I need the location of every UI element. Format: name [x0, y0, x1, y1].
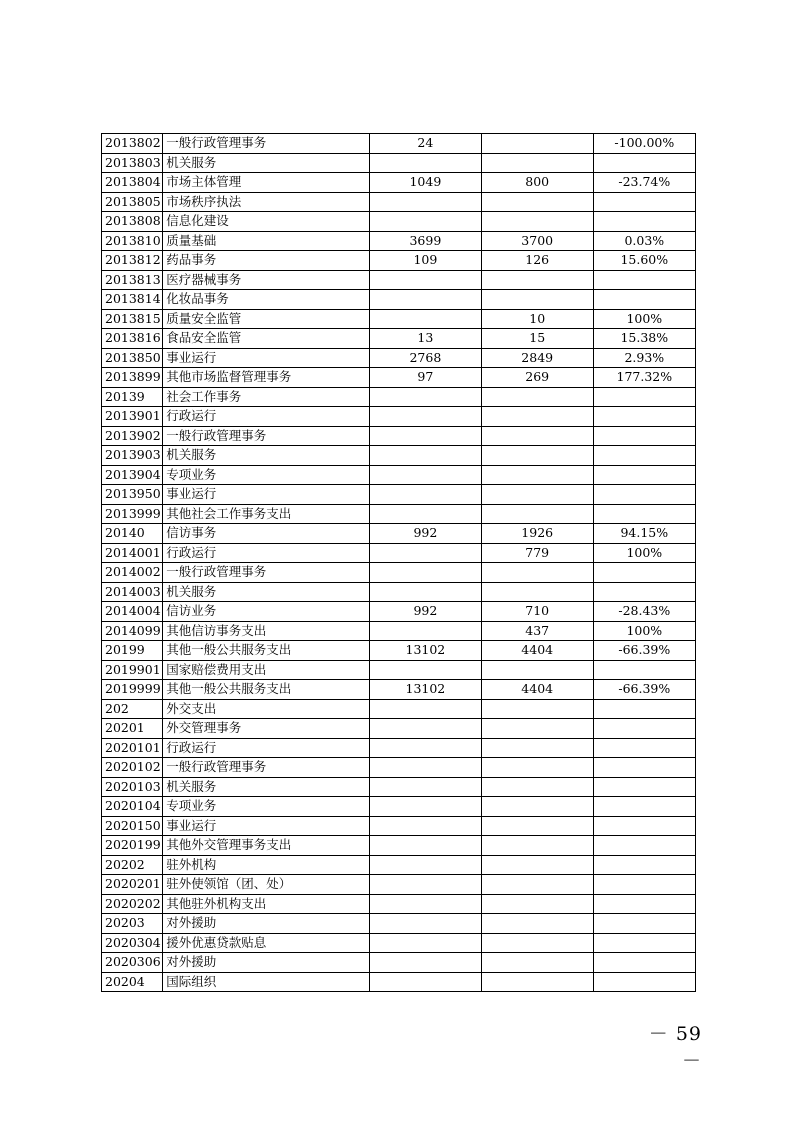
cell-value-1	[369, 270, 481, 290]
cell-change-percent: -66.39%	[593, 641, 695, 661]
cell-name: 对外援助	[163, 953, 370, 973]
cell-code: 2020104	[102, 797, 163, 817]
cell-code: 2013808	[102, 212, 163, 232]
cell-name: 市场秩序执法	[163, 192, 370, 212]
table-row	[102, 251, 696, 271]
cell-value-2	[481, 894, 593, 914]
cell-value-2	[481, 836, 593, 856]
cell-value-2: 437	[481, 621, 593, 641]
cell-change-percent	[593, 192, 695, 212]
table-row	[102, 738, 696, 758]
cell-change-percent	[593, 972, 695, 992]
table-row	[102, 680, 696, 700]
cell-code: 20203	[102, 914, 163, 934]
cell-code: 2013813	[102, 270, 163, 290]
cell-value-2	[481, 212, 593, 232]
cell-value-1	[369, 504, 481, 524]
cell-name: 其他市场监督管理事务	[163, 368, 370, 388]
cell-code: 20139	[102, 387, 163, 407]
cell-code: 2013901	[102, 407, 163, 427]
cell-code: 20201	[102, 719, 163, 739]
cell-name: 行政运行	[163, 543, 370, 563]
cell-name: 社会工作事务	[163, 387, 370, 407]
cell-change-percent	[593, 446, 695, 466]
cell-name: 国家赔偿费用支出	[163, 660, 370, 680]
cell-name: 其他社会工作事务支出	[163, 504, 370, 524]
cell-change-percent	[593, 836, 695, 856]
cell-value-1	[369, 621, 481, 641]
cell-code: 2014099	[102, 621, 163, 641]
cell-value-1	[369, 836, 481, 856]
cell-change-percent	[593, 777, 695, 797]
cell-value-1	[369, 875, 481, 895]
table-row	[102, 797, 696, 817]
cell-name: 外交管理事务	[163, 719, 370, 739]
cell-value-2: 2849	[481, 348, 593, 368]
cell-name: 一般行政管理事务	[163, 563, 370, 583]
cell-change-percent: 100%	[593, 543, 695, 563]
cell-value-1	[369, 192, 481, 212]
table-row	[102, 953, 696, 973]
cell-value-2	[481, 290, 593, 310]
cell-name: 其他一般公共服务支出	[163, 680, 370, 700]
cell-code: 2013802	[102, 134, 163, 154]
cell-value-2: 710	[481, 602, 593, 622]
cell-name: 专项业务	[163, 797, 370, 817]
cell-value-1	[369, 816, 481, 836]
cell-value-1	[369, 894, 481, 914]
cell-change-percent	[593, 738, 695, 758]
cell-change-percent	[593, 953, 695, 973]
cell-change-percent: -66.39%	[593, 680, 695, 700]
cell-code: 20199	[102, 641, 163, 661]
cell-value-1	[369, 914, 481, 934]
cell-code: 2020101	[102, 738, 163, 758]
cell-code: 202	[102, 699, 163, 719]
cell-value-1: 1049	[369, 173, 481, 193]
cell-value-1	[369, 465, 481, 485]
table-row	[102, 543, 696, 563]
cell-code: 2013812	[102, 251, 163, 271]
cell-value-1: 97	[369, 368, 481, 388]
table-row	[102, 329, 696, 349]
cell-value-2	[481, 387, 593, 407]
table-row	[102, 348, 696, 368]
cell-change-percent	[593, 797, 695, 817]
cell-change-percent: -28.43%	[593, 602, 695, 622]
cell-change-percent	[593, 816, 695, 836]
cell-value-2: 269	[481, 368, 593, 388]
cell-change-percent	[593, 875, 695, 895]
table-row	[102, 465, 696, 485]
cell-value-1: 13102	[369, 641, 481, 661]
cell-code: 2013902	[102, 426, 163, 446]
cell-change-percent: 15.60%	[593, 251, 695, 271]
cell-value-1	[369, 719, 481, 739]
cell-change-percent	[593, 504, 695, 524]
cell-name: 一般行政管理事务	[163, 758, 370, 778]
table-row	[102, 134, 696, 154]
cell-change-percent	[593, 582, 695, 602]
cell-value-1: 13102	[369, 680, 481, 700]
budget-table-body	[102, 134, 696, 992]
table-row	[102, 153, 696, 173]
cell-value-1	[369, 777, 481, 797]
cell-name: 外交支出	[163, 699, 370, 719]
cell-change-percent	[593, 465, 695, 485]
table-row	[102, 192, 696, 212]
cell-name: 机关服务	[163, 153, 370, 173]
table-row	[102, 446, 696, 466]
cell-change-percent	[593, 719, 695, 739]
table-row	[102, 875, 696, 895]
budget-table	[101, 133, 696, 992]
cell-code: 2019901	[102, 660, 163, 680]
cell-code: 2013999	[102, 504, 163, 524]
cell-change-percent	[593, 563, 695, 583]
cell-value-1	[369, 153, 481, 173]
cell-change-percent	[593, 855, 695, 875]
cell-value-2	[481, 504, 593, 524]
cell-value-1	[369, 426, 481, 446]
cell-name: 援外优惠贷款贴息	[163, 933, 370, 953]
table-row	[102, 777, 696, 797]
table-row	[102, 231, 696, 251]
cell-change-percent	[593, 660, 695, 680]
cell-value-2	[481, 738, 593, 758]
table-row	[102, 855, 696, 875]
cell-value-2	[481, 485, 593, 505]
cell-code: 2013816	[102, 329, 163, 349]
cell-value-2: 3700	[481, 231, 593, 251]
table-row	[102, 582, 696, 602]
cell-name: 对外援助	[163, 914, 370, 934]
cell-name: 市场主体管理	[163, 173, 370, 193]
cell-name: 食品安全监管	[163, 329, 370, 349]
cell-change-percent: -100.00%	[593, 134, 695, 154]
cell-name: 机关服务	[163, 582, 370, 602]
cell-change-percent	[593, 933, 695, 953]
cell-value-1	[369, 212, 481, 232]
cell-name: 其他驻外机构支出	[163, 894, 370, 914]
table-row	[102, 894, 696, 914]
cell-change-percent	[593, 894, 695, 914]
cell-value-1	[369, 660, 481, 680]
cell-value-2	[481, 465, 593, 485]
table-row	[102, 368, 696, 388]
cell-value-2: 4404	[481, 641, 593, 661]
cell-name: 事业运行	[163, 485, 370, 505]
cell-change-percent: 0.03%	[593, 231, 695, 251]
cell-name: 机关服务	[163, 777, 370, 797]
cell-value-2: 4404	[481, 680, 593, 700]
cell-change-percent: 100%	[593, 309, 695, 329]
cell-value-2	[481, 153, 593, 173]
cell-code: 2014003	[102, 582, 163, 602]
cell-value-2	[481, 875, 593, 895]
cell-name: 专项业务	[163, 465, 370, 485]
cell-change-percent	[593, 212, 695, 232]
cell-code: 2020304	[102, 933, 163, 953]
table-row	[102, 972, 696, 992]
table-row	[102, 699, 696, 719]
cell-name: 一般行政管理事务	[163, 426, 370, 446]
cell-code: 2019999	[102, 680, 163, 700]
table-row	[102, 641, 696, 661]
cell-code: 2020202	[102, 894, 163, 914]
cell-code: 2013899	[102, 368, 163, 388]
cell-value-2	[481, 426, 593, 446]
cell-name: 其他一般公共服务支出	[163, 641, 370, 661]
table-row	[102, 290, 696, 310]
cell-value-1: 992	[369, 602, 481, 622]
cell-change-percent	[593, 758, 695, 778]
cell-value-1	[369, 485, 481, 505]
cell-change-percent	[593, 485, 695, 505]
cell-change-percent	[593, 153, 695, 173]
cell-value-2: 1926	[481, 524, 593, 544]
cell-code: 2013850	[102, 348, 163, 368]
cell-value-2	[481, 270, 593, 290]
cell-name: 驻外使领馆（团、处）	[163, 875, 370, 895]
cell-change-percent	[593, 290, 695, 310]
cell-value-2	[481, 660, 593, 680]
table-row	[102, 933, 696, 953]
cell-code: 2013950	[102, 485, 163, 505]
cell-change-percent	[593, 426, 695, 446]
cell-code: 2013810	[102, 231, 163, 251]
cell-value-1: 992	[369, 524, 481, 544]
cell-value-1: 109	[369, 251, 481, 271]
cell-value-1	[369, 563, 481, 583]
cell-code: 2013803	[102, 153, 163, 173]
table-row	[102, 758, 696, 778]
cell-code: 2014002	[102, 563, 163, 583]
cell-value-2	[481, 953, 593, 973]
cell-code: 2020103	[102, 777, 163, 797]
cell-change-percent: 94.15%	[593, 524, 695, 544]
table-row	[102, 270, 696, 290]
cell-code: 2014001	[102, 543, 163, 563]
cell-value-2: 779	[481, 543, 593, 563]
cell-change-percent	[593, 914, 695, 934]
cell-code: 2020199	[102, 836, 163, 856]
cell-value-1	[369, 446, 481, 466]
cell-name: 国际组织	[163, 972, 370, 992]
table-row	[102, 212, 696, 232]
cell-change-percent	[593, 270, 695, 290]
cell-name: 一般行政管理事务	[163, 134, 370, 154]
cell-code: 2020306	[102, 953, 163, 973]
cell-value-2	[481, 719, 593, 739]
cell-code: 20202	[102, 855, 163, 875]
cell-value-1	[369, 699, 481, 719]
cell-code: 2013904	[102, 465, 163, 485]
cell-value-2	[481, 797, 593, 817]
table-row	[102, 816, 696, 836]
cell-value-1	[369, 933, 481, 953]
cell-value-2	[481, 407, 593, 427]
cell-change-percent: 2.93%	[593, 348, 695, 368]
cell-code: 2013804	[102, 173, 163, 193]
table-row	[102, 504, 696, 524]
cell-value-2	[481, 446, 593, 466]
cell-code: 2020201	[102, 875, 163, 895]
cell-change-percent	[593, 699, 695, 719]
cell-value-2	[481, 855, 593, 875]
cell-value-1	[369, 758, 481, 778]
cell-name: 信访事务	[163, 524, 370, 544]
page-number: － 59 －	[648, 1023, 702, 1072]
cell-value-2	[481, 192, 593, 212]
cell-value-2	[481, 582, 593, 602]
cell-code: 2013805	[102, 192, 163, 212]
cell-value-2	[481, 699, 593, 719]
table-row	[102, 563, 696, 583]
table-row	[102, 485, 696, 505]
cell-code: 2014004	[102, 602, 163, 622]
cell-code: 20140	[102, 524, 163, 544]
cell-value-1	[369, 387, 481, 407]
cell-change-percent	[593, 387, 695, 407]
cell-name: 药品事务	[163, 251, 370, 271]
cell-value-1: 24	[369, 134, 481, 154]
table-row	[102, 524, 696, 544]
table-row	[102, 621, 696, 641]
cell-value-2: 800	[481, 173, 593, 193]
cell-value-2	[481, 134, 593, 154]
cell-value-1	[369, 797, 481, 817]
cell-name: 信息化建设	[163, 212, 370, 232]
cell-name: 机关服务	[163, 446, 370, 466]
cell-name: 行政运行	[163, 738, 370, 758]
cell-value-1: 2768	[369, 348, 481, 368]
table-row	[102, 602, 696, 622]
cell-change-percent: 100%	[593, 621, 695, 641]
cell-value-1	[369, 582, 481, 602]
cell-code: 2013903	[102, 446, 163, 466]
cell-value-1	[369, 309, 481, 329]
cell-value-2	[481, 914, 593, 934]
cell-value-1: 13	[369, 329, 481, 349]
cell-value-1	[369, 953, 481, 973]
cell-value-1: 3699	[369, 231, 481, 251]
cell-code: 20204	[102, 972, 163, 992]
table-row	[102, 173, 696, 193]
cell-value-1	[369, 738, 481, 758]
cell-value-2: 10	[481, 309, 593, 329]
cell-value-1	[369, 855, 481, 875]
cell-value-2	[481, 933, 593, 953]
cell-name: 行政运行	[163, 407, 370, 427]
cell-name: 事业运行	[163, 348, 370, 368]
cell-change-percent: 15.38%	[593, 329, 695, 349]
table-row	[102, 426, 696, 446]
cell-change-percent	[593, 407, 695, 427]
table-row	[102, 387, 696, 407]
cell-value-2	[481, 972, 593, 992]
table-row	[102, 719, 696, 739]
cell-value-2	[481, 758, 593, 778]
cell-value-1	[369, 290, 481, 310]
table-row	[102, 309, 696, 329]
cell-value-1	[369, 543, 481, 563]
cell-value-2: 15	[481, 329, 593, 349]
table-row	[102, 914, 696, 934]
cell-code: 2013815	[102, 309, 163, 329]
cell-name: 事业运行	[163, 816, 370, 836]
cell-name: 信访业务	[163, 602, 370, 622]
cell-value-1	[369, 972, 481, 992]
table-row	[102, 660, 696, 680]
cell-name: 其他外交管理事务支出	[163, 836, 370, 856]
cell-name: 质量安全监管	[163, 309, 370, 329]
cell-value-2	[481, 816, 593, 836]
cell-name: 质量基础	[163, 231, 370, 251]
cell-value-2	[481, 563, 593, 583]
table-row	[102, 407, 696, 427]
cell-code: 2020102	[102, 758, 163, 778]
cell-value-1	[369, 407, 481, 427]
cell-change-percent: -23.74%	[593, 173, 695, 193]
cell-value-2	[481, 777, 593, 797]
cell-name: 驻外机构	[163, 855, 370, 875]
cell-code: 2013814	[102, 290, 163, 310]
table-row	[102, 836, 696, 856]
cell-name: 其他信访事务支出	[163, 621, 370, 641]
cell-code: 2020150	[102, 816, 163, 836]
cell-value-2: 126	[481, 251, 593, 271]
cell-change-percent: 177.32%	[593, 368, 695, 388]
cell-name: 医疗器械事务	[163, 270, 370, 290]
cell-name: 化妆品事务	[163, 290, 370, 310]
